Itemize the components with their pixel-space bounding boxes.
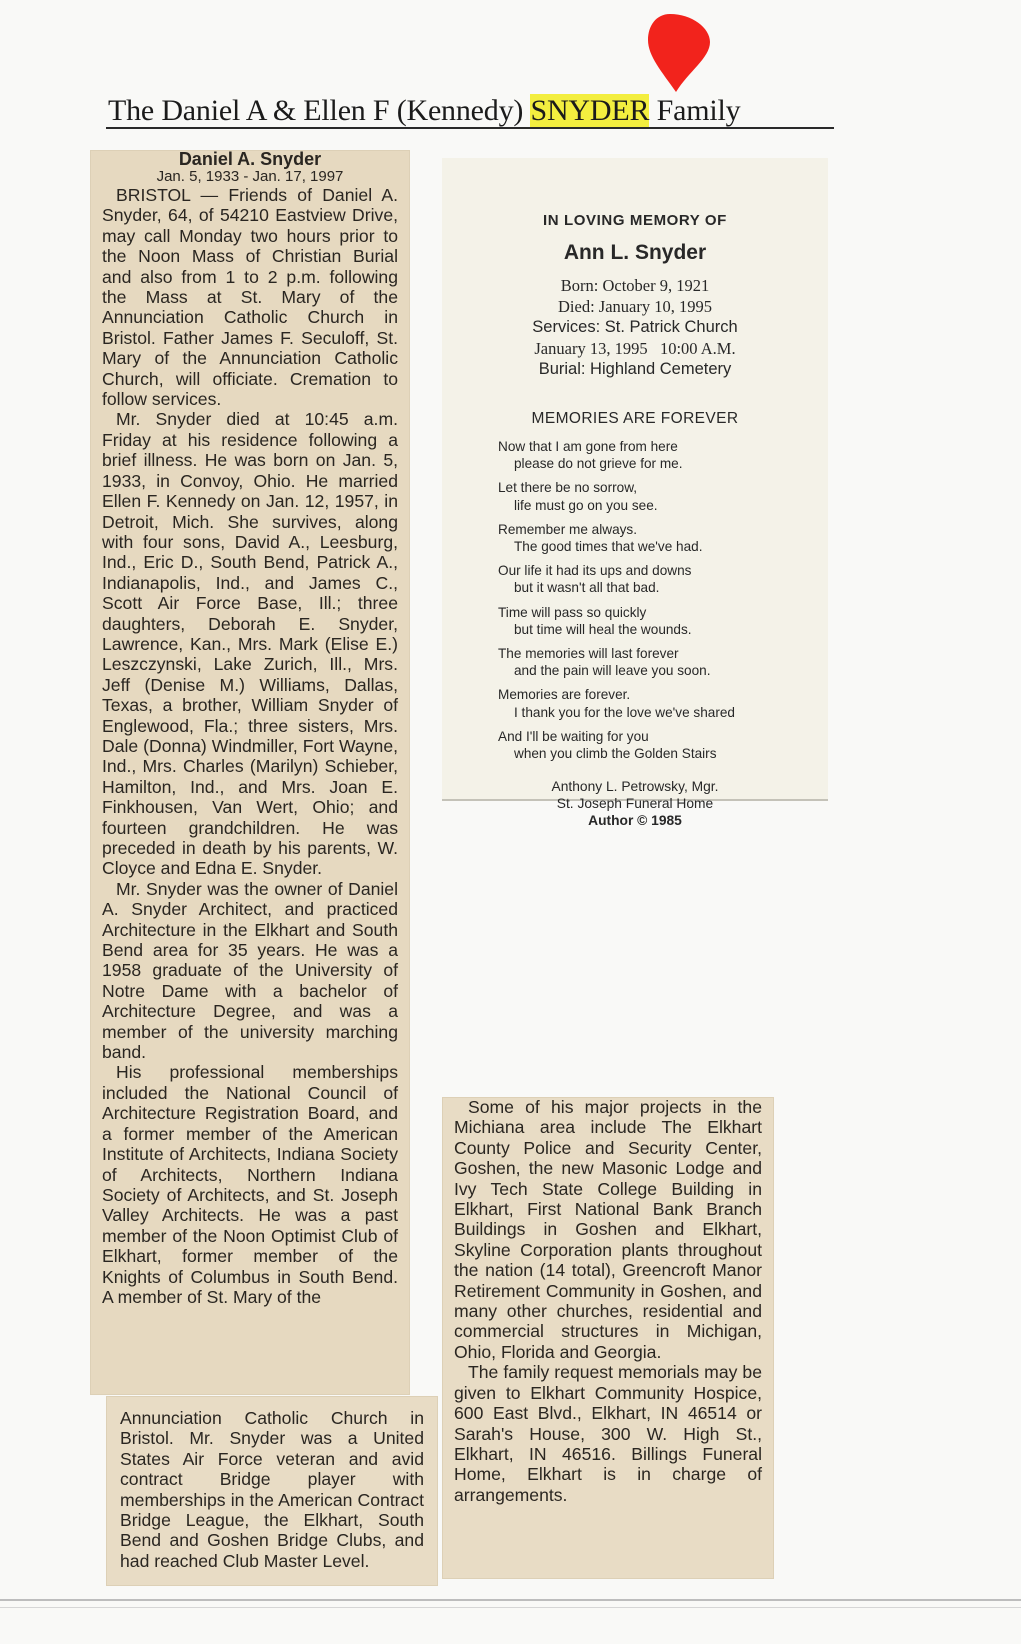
obituary-clipping	[90, 150, 410, 1395]
page-bottom-rule	[0, 1607, 1021, 1608]
poem-stanza	[498, 521, 828, 555]
poem-line: but time will heal the wounds.	[514, 621, 692, 637]
poem-line: please do not grieve for me.	[514, 456, 683, 472]
obituary-projects-clipping	[442, 1097, 774, 1579]
card-funeral-home: St. Joseph Funeral Home	[556, 796, 714, 812]
card-director: Anthony L. Petrowsky, Mgr.	[551, 779, 719, 795]
poem-line: Our life it had its ups and downs	[498, 563, 692, 579]
poem-stanza	[498, 562, 828, 596]
poem-line: Memories are forever.	[498, 687, 631, 703]
memorial-card	[442, 158, 828, 829]
card-born: Born: October 9, 1921	[560, 276, 710, 295]
obituary-paragraph: The family request memorials may be given to Elkhart Community Hospice, 600 East Blvd., Elkhart, IN 46514 or Sarah's House, 300 W. High St., Elkhart, IN 46516. Billings Funeral Home, Elkhart is in charge of arrangements.	[454, 1362, 762, 1505]
obituary-paragraph: Some of his major projects in the Michiana area include The Elkhart County Police and Security Center, Goshen, the new Masonic Lodge and Ivy Tech State College Building in Elkhart, First National Bank Branch Buildings in Goshen and Elkhart, Skyline Corporation plants throughout the nation (14 total), Greencroft Manor Retirement Community in Goshen, and many other churches, residential and commercial structures in Michigan, Ohio, Florida and Georgia.	[454, 1097, 762, 1362]
poem-stanza	[498, 728, 828, 762]
card-poem-title: MEMORIES ARE FOREVER	[531, 410, 739, 427]
card-details	[442, 275, 828, 380]
obituary-paragraph: Mr. Snyder died at 10:45 a.m. Friday at his residence following a brief illness. He was born on Jan. 5, 1933, in Convoy, Ohio. He married Ellen F. Kennedy on Jan. 12, 1957, in Detroit, Mich. She survives, along with four sons, David A., Leesburg, Ind., Eric D., South Bend, Patrick A., Indianapolis, Ind., and James C., Scott Air Force Base, Ill.; three daughters, Deborah E. Snyder, Lawrence, Kan., Mrs. Mark (Elise E.) Leszczynski, Lake Zurich, Ill., Mrs. Jeff (Denise M.) Williams, Dallas, Texas, a brother, William Snyder of Englewood, Fla.; three sisters, Mrs. Dale (Donna) Windmiller, Fort Wayne, Ind., Mrs. Charles (Marilyn) Schieber, Hamilton, Ind., and Mrs. Joan E. Finkhousen, Van Wert, Ohio; and fourteen grandchildren. He was preceded in death by his parents, W. Cloyce and Edna E. Snyder.	[102, 409, 398, 879]
card-heading: IN LOVING MEMORY OF	[543, 212, 727, 229]
obituary-name: Daniel A. Snyder	[178, 149, 322, 169]
title-text: The Daniel A & Ellen F (Kennedy)	[108, 94, 531, 127]
poem-line: but it wasn't all that bad.	[514, 580, 660, 596]
card-services: Services: St. Patrick Church	[532, 318, 738, 336]
poem-stanza	[498, 686, 828, 720]
poem-stanza	[498, 604, 828, 638]
poem-line: and the pain will leave you soon.	[514, 663, 711, 679]
poem-line: And I'll be waiting for you	[498, 728, 649, 744]
obituary-dates: Jan. 5, 1933 - Jan. 17, 1997	[156, 168, 344, 185]
poem-stanza	[498, 479, 828, 513]
card-burial: Burial: Highland Cemetery	[538, 360, 732, 378]
card-footer	[442, 778, 828, 829]
card-poem	[498, 438, 828, 762]
page-title	[108, 94, 838, 128]
poem-line: The good times that we've had.	[514, 539, 703, 555]
card-service-time: January 13, 1995 10:00 A.M.	[534, 339, 736, 358]
card-author: Author © 1985	[588, 813, 682, 829]
card-name: Ann L. Snyder	[563, 241, 707, 264]
poem-line: Now that I am gone from here	[498, 439, 678, 454]
obituary-paragraph: His professional memberships included the National Council of Architecture Registration Board, and a former member of the American Institute of Architects, Indiana Society of Architects, Northern Indiana Society of Architects, and St. Joseph Valley Architects. He was a past member of the Noon Optimist Club of Elkhart, former member of the Knights of Columbus in South Bend. A member of St. Mary of the	[102, 1062, 398, 1307]
poem-line: when you climb the Golden Stairs	[514, 746, 717, 762]
obituary-paragraph: BRISTOL — Friends of Daniel A. Snyder, 64, of 54210 Eastview Drive, may call Monday two hours prior to the Noon Mass of Christian Burial and also from 1 to 2 p.m. following the Mass at St. Mary of the Annunciation Catholic Church in Bristol. Father James F. Seculoff, St. Mary of the Annunciation Catholic Church, will officiate. Cremation to follow services.	[102, 185, 398, 410]
page-bottom-rule	[0, 1599, 1021, 1601]
obituary-continuation-text: Annunciation Catholic Church in Bristol. Mr. Snyder was a United States Air Force veteran and avid contract Bridge player with memberships in the American Contract Bridge League, the Elkhart, South Bend and Goshen Bridge Clubs, and had reached Club Master Level.	[120, 1408, 424, 1571]
poem-line: Let there be no sorrow,	[498, 480, 638, 496]
title-suffix: Family	[649, 94, 741, 127]
title-underline	[106, 127, 834, 129]
poem-line: I thank you for the love we've shared	[514, 704, 735, 720]
poem-line: life must go on you see.	[514, 497, 658, 513]
title-highlighted-surname: SNYDER	[530, 94, 650, 127]
obituary-continuation-clipping	[106, 1396, 438, 1586]
card-died: Died: January 10, 1995	[558, 297, 712, 316]
poem-stanza	[498, 438, 828, 472]
obituary-paragraph: Mr. Snyder was the owner of Daniel A. Snyder Architect, and practiced Architecture in the Elkhart and South Bend area for 35 years. He was a 1958 graduate of the University of Notre Dame with a bachelor of Architecture Degree, and was a member of the university marching band.	[102, 878, 398, 1063]
poem-line: Time will pass so quickly	[498, 604, 647, 620]
push-pin-icon	[648, 12, 710, 94]
poem-line: Remember me always.	[498, 521, 637, 537]
poem-stanza	[498, 645, 828, 679]
poem-line: The memories will last forever	[498, 646, 679, 662]
